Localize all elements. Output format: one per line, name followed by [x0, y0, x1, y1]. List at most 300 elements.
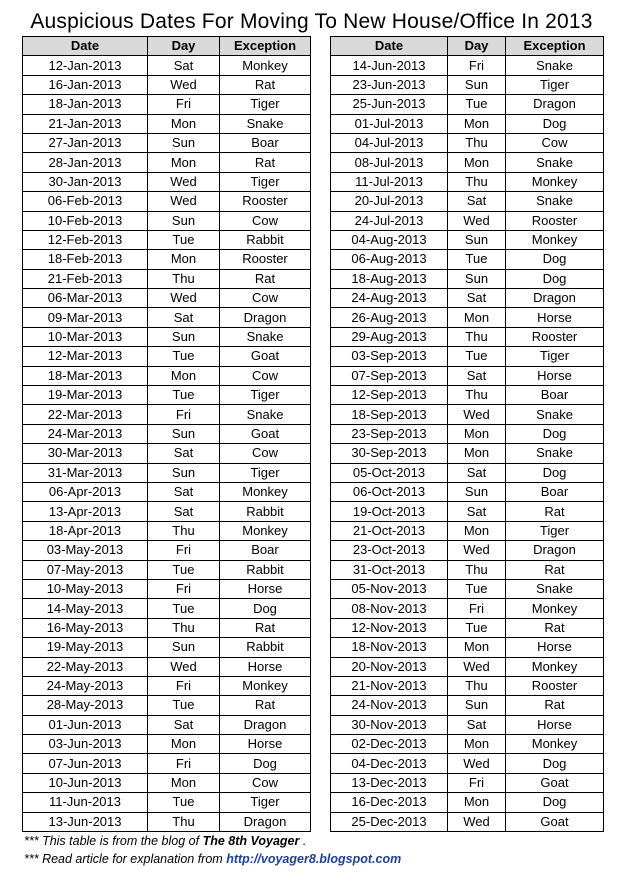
- date-cell: 14-Jun-2013: [331, 56, 448, 75]
- table-row: [23, 812, 311, 831]
- date-cell: 25-Dec-2013: [331, 812, 448, 831]
- exception-cell: Dragon: [506, 289, 604, 308]
- day-cell: Sun: [448, 269, 506, 288]
- day-cell: Sat: [148, 56, 220, 75]
- table-row: [23, 153, 311, 172]
- dates-table-left: [22, 36, 311, 832]
- table-row: [23, 405, 311, 424]
- date-cell: 21-Nov-2013: [331, 676, 448, 695]
- table-row: [331, 327, 604, 346]
- table-row: [331, 502, 604, 521]
- date-cell: 07-Jun-2013: [23, 754, 148, 773]
- exception-cell: Horse: [220, 735, 311, 754]
- table-row: [23, 579, 311, 598]
- table-row: [23, 308, 311, 327]
- exception-cell: Horse: [220, 657, 311, 676]
- exception-cell: Snake: [506, 444, 604, 463]
- table-row: [23, 230, 311, 249]
- blog-link[interactable]: http://voyager8.blogspot.com: [226, 852, 402, 866]
- date-cell: 11-Jul-2013: [331, 172, 448, 191]
- exception-cell: Rat: [220, 153, 311, 172]
- exception-cell: Dog: [506, 250, 604, 269]
- date-cell: 18-Aug-2013: [331, 269, 448, 288]
- table-row: [23, 773, 311, 792]
- table-row: [331, 793, 604, 812]
- exception-cell: Dog: [506, 269, 604, 288]
- exception-cell: Tiger: [220, 172, 311, 191]
- exception-cell: Horse: [506, 308, 604, 327]
- table-row: [23, 327, 311, 346]
- column-header-exception: Exception: [220, 37, 311, 56]
- exception-cell: Cow: [220, 366, 311, 385]
- date-cell: 24-Jul-2013: [331, 211, 448, 230]
- day-cell: Fri: [448, 773, 506, 792]
- day-cell: Thu: [448, 386, 506, 405]
- exception-cell: Tiger: [220, 793, 311, 812]
- date-cell: 27-Jan-2013: [23, 133, 148, 152]
- day-cell: Sat: [148, 444, 220, 463]
- date-cell: 25-Jun-2013: [331, 95, 448, 114]
- day-cell: Sat: [148, 715, 220, 734]
- table-row: [23, 424, 311, 443]
- exception-cell: Dragon: [220, 308, 311, 327]
- date-cell: 18-Jan-2013: [23, 95, 148, 114]
- exception-cell: Monkey: [506, 657, 604, 676]
- table-row: [331, 715, 604, 734]
- day-cell: Mon: [448, 735, 506, 754]
- exception-cell: Rabbit: [220, 230, 311, 249]
- exception-cell: Boar: [220, 541, 311, 560]
- date-cell: 30-Sep-2013: [331, 444, 448, 463]
- date-cell: 29-Aug-2013: [331, 327, 448, 346]
- day-cell: Fri: [148, 579, 220, 598]
- table-row: [23, 347, 311, 366]
- date-cell: 28-May-2013: [23, 696, 148, 715]
- day-cell: Sun: [148, 424, 220, 443]
- table-row: [331, 308, 604, 327]
- date-cell: 23-Oct-2013: [331, 541, 448, 560]
- day-cell: Tue: [148, 347, 220, 366]
- exception-cell: Rabbit: [220, 638, 311, 657]
- date-cell: 21-Oct-2013: [331, 521, 448, 540]
- footnote-article-prefix: *** Read article for explanation from: [24, 852, 227, 866]
- table-row: [23, 502, 311, 521]
- exception-cell: Cow: [220, 211, 311, 230]
- date-cell: 03-Sep-2013: [331, 347, 448, 366]
- table-row: [23, 638, 311, 657]
- exception-cell: Rabbit: [220, 502, 311, 521]
- date-cell: 10-May-2013: [23, 579, 148, 598]
- date-cell: 10-Feb-2013: [23, 211, 148, 230]
- day-cell: Wed: [448, 754, 506, 773]
- date-cell: 23-Sep-2013: [331, 424, 448, 443]
- date-cell: 31-Mar-2013: [23, 463, 148, 482]
- day-cell: Wed: [448, 211, 506, 230]
- table-row: [331, 696, 604, 715]
- date-cell: 04-Jul-2013: [331, 133, 448, 152]
- exception-cell: Snake: [506, 56, 604, 75]
- date-cell: 06-Apr-2013: [23, 482, 148, 501]
- exception-cell: Cow: [220, 289, 311, 308]
- date-cell: 12-Feb-2013: [23, 230, 148, 249]
- exception-cell: Monkey: [220, 676, 311, 695]
- day-cell: Mon: [148, 114, 220, 133]
- table-row: [23, 444, 311, 463]
- table-row: [331, 618, 604, 637]
- exception-cell: Dragon: [220, 715, 311, 734]
- header-row: [23, 37, 311, 56]
- day-cell: Thu: [148, 618, 220, 637]
- date-cell: 28-Jan-2013: [23, 153, 148, 172]
- exception-cell: Horse: [220, 579, 311, 598]
- day-cell: Sun: [448, 230, 506, 249]
- date-cell: 06-Aug-2013: [331, 250, 448, 269]
- table-row: [23, 482, 311, 501]
- exception-cell: Dog: [220, 599, 311, 618]
- day-cell: Fri: [148, 541, 220, 560]
- day-cell: Sat: [448, 715, 506, 734]
- exception-cell: Monkey: [220, 521, 311, 540]
- table-row: [23, 56, 311, 75]
- table-row: [331, 133, 604, 152]
- footnote-source: [24, 833, 306, 849]
- table-row: [331, 424, 604, 443]
- date-cell: 13-Jun-2013: [23, 812, 148, 831]
- footnote-source-prefix: *** This table is from the blog of: [24, 834, 203, 848]
- date-cell: 01-Jun-2013: [23, 715, 148, 734]
- table-row: [23, 618, 311, 637]
- day-cell: Sat: [448, 366, 506, 385]
- table-row: [23, 192, 311, 211]
- exception-cell: Monkey: [220, 56, 311, 75]
- exception-cell: Rat: [506, 618, 604, 637]
- table-row: [331, 676, 604, 695]
- exception-cell: Boar: [506, 386, 604, 405]
- day-cell: Wed: [148, 172, 220, 191]
- exception-cell: Boar: [506, 482, 604, 501]
- table-row: [331, 444, 604, 463]
- date-cell: 08-Nov-2013: [331, 599, 448, 618]
- exception-cell: Dragon: [506, 541, 604, 560]
- day-cell: Tue: [448, 618, 506, 637]
- date-cell: 12-Nov-2013: [331, 618, 448, 637]
- day-cell: Mon: [148, 735, 220, 754]
- day-cell: Tue: [148, 793, 220, 812]
- date-cell: 24-Aug-2013: [331, 289, 448, 308]
- exception-cell: Rooster: [506, 327, 604, 346]
- day-cell: Sat: [448, 192, 506, 211]
- exception-cell: Horse: [506, 366, 604, 385]
- exception-cell: Snake: [506, 405, 604, 424]
- day-cell: Tue: [148, 386, 220, 405]
- date-cell: 08-Jul-2013: [331, 153, 448, 172]
- day-cell: Thu: [448, 327, 506, 346]
- date-cell: 11-Jun-2013: [23, 793, 148, 812]
- day-cell: Mon: [448, 444, 506, 463]
- exception-cell: Tiger: [506, 75, 604, 94]
- table-row: [331, 56, 604, 75]
- table-row: [23, 289, 311, 308]
- day-cell: Mon: [448, 153, 506, 172]
- date-cell: 18-Sep-2013: [331, 405, 448, 424]
- exception-cell: Tiger: [506, 521, 604, 540]
- date-cell: 09-Mar-2013: [23, 308, 148, 327]
- table-row: [23, 541, 311, 560]
- table-row: [331, 560, 604, 579]
- date-cell: 12-Jan-2013: [23, 56, 148, 75]
- day-cell: Tue: [148, 696, 220, 715]
- date-cell: 22-Mar-2013: [23, 405, 148, 424]
- footnote-article: [24, 851, 401, 867]
- date-cell: 24-Mar-2013: [23, 424, 148, 443]
- table-row: [23, 521, 311, 540]
- date-cell: 03-Jun-2013: [23, 735, 148, 754]
- day-cell: Tue: [448, 579, 506, 598]
- table-row: [331, 172, 604, 191]
- day-cell: Fri: [148, 676, 220, 695]
- day-cell: Mon: [448, 521, 506, 540]
- day-cell: Mon: [448, 638, 506, 657]
- date-cell: 13-Dec-2013: [331, 773, 448, 792]
- date-cell: 16-Jan-2013: [23, 75, 148, 94]
- day-cell: Sat: [148, 482, 220, 501]
- day-cell: Sun: [148, 211, 220, 230]
- date-cell: 03-May-2013: [23, 541, 148, 560]
- blog-name: The 8th Voyager: [202, 834, 300, 848]
- day-cell: Mon: [148, 366, 220, 385]
- date-cell: 10-Mar-2013: [23, 327, 148, 346]
- exception-cell: Rat: [506, 696, 604, 715]
- date-cell: 16-May-2013: [23, 618, 148, 637]
- table-row: [331, 735, 604, 754]
- table-row: [23, 250, 311, 269]
- table-row: [23, 793, 311, 812]
- exception-cell: Dog: [506, 424, 604, 443]
- day-cell: Fri: [448, 56, 506, 75]
- date-cell: 30-Mar-2013: [23, 444, 148, 463]
- exception-cell: Snake: [506, 579, 604, 598]
- exception-cell: Rooster: [506, 211, 604, 230]
- date-cell: 20-Nov-2013: [331, 657, 448, 676]
- date-cell: 06-Feb-2013: [23, 192, 148, 211]
- day-cell: Sat: [448, 289, 506, 308]
- column-header-exception: Exception: [506, 37, 604, 56]
- page-title: Auspicious Dates For Moving To New House/Office In 2013: [30, 10, 593, 33]
- table-row: [331, 192, 604, 211]
- table-row: [331, 579, 604, 598]
- date-cell: 18-Feb-2013: [23, 250, 148, 269]
- day-cell: Thu: [148, 812, 220, 831]
- table-row: [331, 153, 604, 172]
- date-cell: 16-Dec-2013: [331, 793, 448, 812]
- table-row: [23, 599, 311, 618]
- day-cell: Sun: [448, 75, 506, 94]
- table-row: [331, 599, 604, 618]
- day-cell: Wed: [148, 289, 220, 308]
- date-cell: 12-Mar-2013: [23, 347, 148, 366]
- table-row: [331, 289, 604, 308]
- day-cell: Sat: [148, 308, 220, 327]
- exception-cell: Tiger: [220, 95, 311, 114]
- table-row: [331, 638, 604, 657]
- table-row: [331, 230, 604, 249]
- day-cell: Thu: [148, 521, 220, 540]
- date-cell: 18-Mar-2013: [23, 366, 148, 385]
- table-row: [23, 657, 311, 676]
- exception-cell: Rat: [220, 75, 311, 94]
- exception-cell: Monkey: [506, 735, 604, 754]
- day-cell: Wed: [148, 657, 220, 676]
- dates-table-right: [330, 36, 604, 832]
- exception-cell: Boar: [220, 133, 311, 152]
- day-cell: Fri: [448, 599, 506, 618]
- date-cell: 31-Oct-2013: [331, 560, 448, 579]
- table-row: [23, 463, 311, 482]
- date-cell: 23-Jun-2013: [331, 75, 448, 94]
- table-row: [23, 676, 311, 695]
- table-row: [331, 250, 604, 269]
- day-cell: Sun: [448, 696, 506, 715]
- date-cell: 07-May-2013: [23, 560, 148, 579]
- date-cell: 19-May-2013: [23, 638, 148, 657]
- day-cell: Sun: [148, 133, 220, 152]
- exception-cell: Monkey: [506, 230, 604, 249]
- date-cell: 07-Sep-2013: [331, 366, 448, 385]
- date-cell: 18-Nov-2013: [331, 638, 448, 657]
- date-cell: 06-Oct-2013: [331, 482, 448, 501]
- day-cell: Wed: [448, 405, 506, 424]
- exception-cell: Cow: [220, 773, 311, 792]
- date-cell: 22-May-2013: [23, 657, 148, 676]
- day-cell: Mon: [148, 250, 220, 269]
- day-cell: Fri: [148, 405, 220, 424]
- date-cell: 19-Oct-2013: [331, 502, 448, 521]
- exception-cell: Cow: [506, 133, 604, 152]
- day-cell: Thu: [448, 676, 506, 695]
- exception-cell: Monkey: [506, 172, 604, 191]
- table-row: [331, 405, 604, 424]
- exception-cell: Rooster: [506, 676, 604, 695]
- exception-cell: Horse: [506, 638, 604, 657]
- exception-cell: Dog: [506, 463, 604, 482]
- day-cell: Mon: [448, 793, 506, 812]
- exception-cell: Rat: [506, 502, 604, 521]
- exception-cell: Dog: [506, 114, 604, 133]
- day-cell: Wed: [448, 657, 506, 676]
- date-cell: 21-Feb-2013: [23, 269, 148, 288]
- table-row: [331, 211, 604, 230]
- table-row: [23, 560, 311, 579]
- exception-cell: Rat: [506, 560, 604, 579]
- table-row: [23, 133, 311, 152]
- table-row: [23, 386, 311, 405]
- exception-cell: Dragon: [220, 812, 311, 831]
- day-cell: Wed: [448, 541, 506, 560]
- day-cell: Mon: [448, 424, 506, 443]
- table-row: [331, 366, 604, 385]
- date-cell: 19-Mar-2013: [23, 386, 148, 405]
- day-cell: Mon: [148, 153, 220, 172]
- exception-cell: Tiger: [220, 386, 311, 405]
- exception-cell: Rat: [220, 696, 311, 715]
- day-cell: Fri: [148, 95, 220, 114]
- table-row: [331, 114, 604, 133]
- table-row: [23, 754, 311, 773]
- day-cell: Wed: [148, 192, 220, 211]
- date-cell: 05-Oct-2013: [331, 463, 448, 482]
- exception-cell: Goat: [220, 424, 311, 443]
- table-row: [331, 754, 604, 773]
- table-row: [331, 463, 604, 482]
- header-row: [331, 37, 604, 56]
- day-cell: Sat: [448, 463, 506, 482]
- day-cell: Tue: [448, 250, 506, 269]
- date-cell: 14-May-2013: [23, 599, 148, 618]
- day-cell: Tue: [448, 95, 506, 114]
- table-row: [331, 347, 604, 366]
- exception-cell: Tiger: [506, 347, 604, 366]
- day-cell: Sat: [148, 502, 220, 521]
- date-cell: 04-Aug-2013: [331, 230, 448, 249]
- table-row: [23, 696, 311, 715]
- date-cell: 21-Jan-2013: [23, 114, 148, 133]
- table-row: [331, 269, 604, 288]
- table-row: [23, 735, 311, 754]
- table-row: [331, 521, 604, 540]
- date-cell: 24-Nov-2013: [331, 696, 448, 715]
- table-row: [23, 172, 311, 191]
- date-cell: 18-Apr-2013: [23, 521, 148, 540]
- date-cell: 12-Sep-2013: [331, 386, 448, 405]
- day-cell: Thu: [148, 269, 220, 288]
- day-cell: Sun: [148, 638, 220, 657]
- table-row: [23, 95, 311, 114]
- day-cell: Thu: [448, 133, 506, 152]
- exception-cell: Cow: [220, 444, 311, 463]
- exception-cell: Snake: [506, 153, 604, 172]
- table-row: [23, 366, 311, 385]
- day-cell: Sun: [448, 482, 506, 501]
- exception-cell: Dog: [220, 754, 311, 773]
- exception-cell: Dragon: [506, 95, 604, 114]
- day-cell: Fri: [148, 754, 220, 773]
- table-row: [331, 657, 604, 676]
- table-row: [331, 386, 604, 405]
- date-cell: 24-May-2013: [23, 676, 148, 695]
- exception-cell: Rat: [220, 269, 311, 288]
- exception-cell: Goat: [506, 773, 604, 792]
- day-cell: Sun: [148, 327, 220, 346]
- exception-cell: Goat: [506, 812, 604, 831]
- footnote-source-suffix: .: [299, 834, 307, 848]
- day-cell: Mon: [448, 114, 506, 133]
- table-row: [331, 95, 604, 114]
- table-row: [23, 269, 311, 288]
- date-cell: 06-Mar-2013: [23, 289, 148, 308]
- table-row: [331, 75, 604, 94]
- exception-cell: Snake: [220, 114, 311, 133]
- day-cell: Mon: [148, 773, 220, 792]
- day-cell: Sat: [448, 502, 506, 521]
- column-header-day: Day: [448, 37, 506, 56]
- table-row: [331, 541, 604, 560]
- exception-cell: Rooster: [220, 192, 311, 211]
- exception-cell: Rooster: [220, 250, 311, 269]
- exception-cell: Goat: [220, 347, 311, 366]
- date-cell: 02-Dec-2013: [331, 735, 448, 754]
- day-cell: Tue: [148, 560, 220, 579]
- column-header-date: Date: [331, 37, 448, 56]
